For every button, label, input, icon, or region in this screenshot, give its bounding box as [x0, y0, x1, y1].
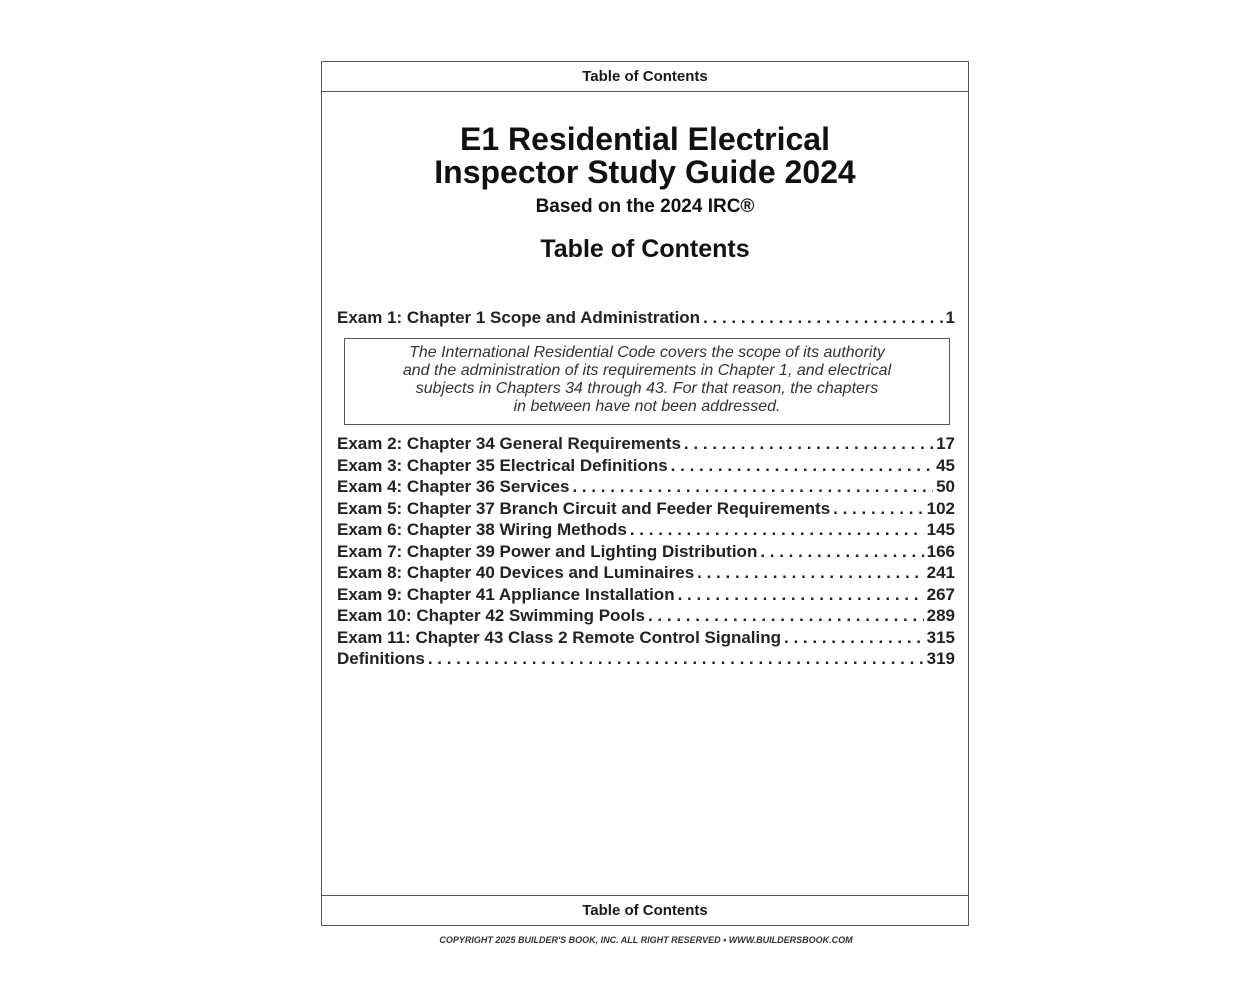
- dot-leader: [703, 307, 942, 328]
- toc-entry-label: Exam 4: Chapter 36 Services: [337, 477, 570, 496]
- toc-entry[interactable]: [337, 562, 955, 583]
- toc-entry-exam-1[interactable]: [337, 307, 955, 328]
- toc-entry[interactable]: [337, 519, 955, 540]
- dot-leader: [678, 584, 924, 605]
- toc-entry[interactable]: [337, 584, 955, 605]
- toc-entry[interactable]: [337, 541, 955, 562]
- dot-leader: [572, 476, 933, 497]
- toc-entry-label: Exam 1: Chapter 1 Scope and Administration: [337, 308, 701, 327]
- toc-entry-page: 166: [926, 541, 955, 561]
- dot-leader: [648, 605, 924, 626]
- dot-leader: [760, 541, 923, 562]
- dot-leader: [428, 648, 924, 669]
- toc-entry-page: 241: [926, 563, 955, 582]
- title-line-1: E1 Residential Electrical: [460, 121, 830, 157]
- scope-note: [344, 338, 950, 425]
- toc-entry-page: 17: [936, 434, 955, 453]
- dot-leader: [784, 627, 924, 648]
- note-line-3: subjects in Chapters 34 through 43. For that reason, the chapters: [415, 380, 879, 397]
- toc-entry-page: 102: [926, 498, 955, 518]
- dot-leader: [671, 455, 933, 476]
- document-title: [322, 123, 968, 189]
- footer-band: Table of Contents: [322, 895, 968, 925]
- note-line-4: in between have not been addressed.: [513, 398, 781, 415]
- toc-entry-label: Exam 7: Chapter 39 Power and Lighting Distribution: [337, 541, 758, 561]
- document-subtitle: Based on the 2024 IRC®: [535, 196, 755, 217]
- toc-entry-label: Exam 10: Chapter 42 Swimming Pools: [337, 606, 645, 625]
- toc-entry[interactable]: [337, 605, 955, 626]
- toc-entry[interactable]: [337, 498, 955, 519]
- toc-entry[interactable]: [337, 455, 955, 476]
- toc-entry-page: 267: [926, 584, 955, 604]
- toc-entry-label: Exam 5: Chapter 37 Branch Circuit and Feeder Requirements: [337, 498, 831, 518]
- dot-leader: [684, 433, 933, 454]
- toc-entry-page: 1: [945, 308, 955, 327]
- toc-heading: Table of Contents: [540, 235, 750, 263]
- toc-entry-page: 145: [926, 520, 955, 539]
- dot-leader: [833, 498, 923, 519]
- document-page: [321, 61, 969, 926]
- title-line-2: Inspector Study Guide 2024: [434, 154, 856, 190]
- toc-entry-label: Exam 6: Chapter 38 Wiring Methods: [337, 520, 627, 539]
- header-band: Table of Contents: [322, 62, 968, 92]
- toc-entry-page: 50: [936, 477, 955, 496]
- dot-leader: [630, 519, 924, 540]
- toc-entry-label: Definitions: [337, 649, 425, 668]
- toc-entry-label: Exam 9: Chapter 41 Appliance Installation: [337, 584, 675, 604]
- toc-entry[interactable]: [337, 627, 955, 648]
- toc-entry-label: Exam 3: Chapter 35 Electrical Definitions: [337, 455, 668, 475]
- toc-entry[interactable]: [337, 433, 955, 454]
- toc-entry[interactable]: [337, 476, 955, 497]
- toc-entry-page: 289: [926, 606, 955, 625]
- dot-leader: [697, 562, 923, 583]
- note-line-2: and the administration of its requirements in Chapter 1, and electrical: [402, 362, 892, 379]
- toc-entry-label: Exam 8: Chapter 40 Devices and Luminaires: [337, 563, 695, 582]
- toc-entry-label: Exam 11: Chapter 43 Class 2 Remote Control Signaling: [337, 627, 782, 647]
- note-line-1: The International Residential Code covers the scope of its authority: [409, 344, 885, 361]
- toc-entry-page: 45: [936, 455, 955, 475]
- toc-entry-page: 319: [926, 649, 955, 668]
- toc-entry-page: 315: [926, 627, 955, 647]
- toc-entry[interactable]: [337, 648, 955, 669]
- toc-entry-label: Exam 2: Chapter 34 General Requirements: [337, 434, 681, 453]
- copyright-notice: COPYRIGHT 2025 BUILDER'S BOOK, INC. ALL RIGHT RESERVED • WWW.BUILDERSBOOK.COM: [439, 935, 853, 945]
